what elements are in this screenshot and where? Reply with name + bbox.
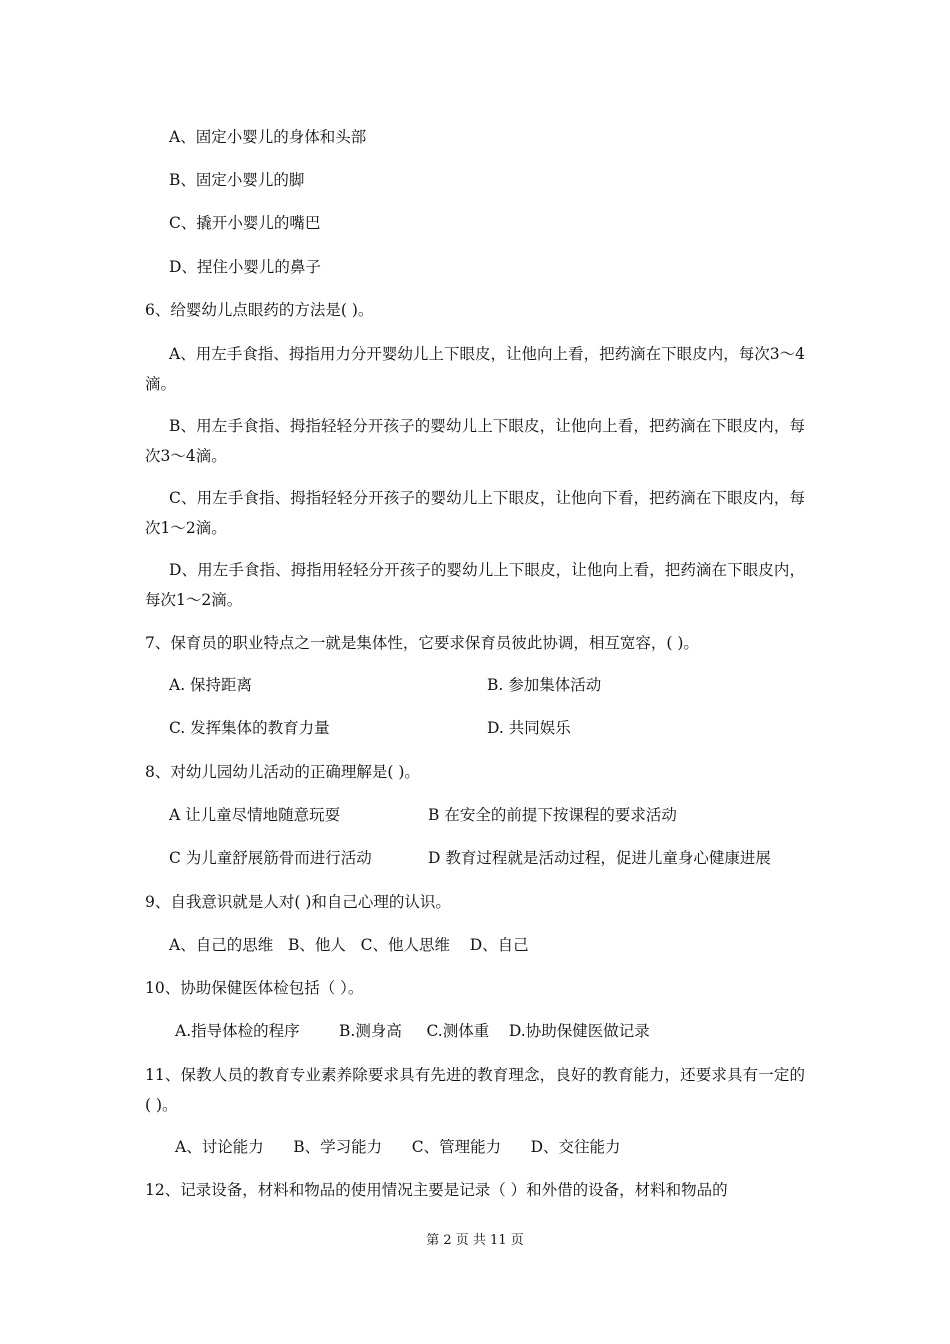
q6-option-c: C、用左手食指、拇指轻轻分开孩子的婴幼儿上下眼皮，让他向下看，把药滴在下眼皮内，每次1～2滴。 — [145, 489, 805, 537]
q5-option-a: A、固定小婴儿的身体和头部 — [169, 128, 367, 146]
q8-stem: 8、对幼儿园幼儿活动的正确理解是( )。 — [145, 763, 420, 781]
q11-options: A、讨论能力 B、学习能力 C、管理能力 D、交往能力 — [175, 1138, 621, 1156]
q7-option-d: D. 共同娱乐 — [487, 719, 571, 737]
q5-option-d: D、捏住小婴儿的鼻子 — [169, 258, 321, 276]
q10-stem: 10、协助保健医体检包括（ ）。 — [145, 979, 364, 997]
q6-stem: 6、给婴幼儿点眼药的方法是( )。 — [145, 301, 374, 319]
q5-option-b: B、固定小婴儿的脚 — [169, 171, 305, 189]
q7-option-b: B. 参加集体活动 — [487, 676, 602, 694]
q8-option-b: B 在安全的前提下按课程的要求活动 — [428, 806, 677, 824]
q9-stem: 9、自我意识就是人对( )和自己心理的认识。 — [145, 893, 451, 911]
q7-stem: 7、保育员的职业特点之一就是集体性，它要求保育员彼此协调，相互宽容，( )。 — [145, 634, 699, 652]
page-number-footer: 第 2 页 共 11 页 — [426, 1233, 524, 1248]
q7-option-c: C. 发挥集体的教育力量 — [169, 719, 330, 737]
q6-option-a: A、用左手食指、拇指用力分开婴幼儿上下眼皮，让他向上看，把药滴在下眼皮内，每次3～4滴。 — [145, 345, 805, 393]
q6-option-d: D、用左手食指、拇指用轻轻分开孩子的婴幼儿上下眼皮，让他向上看，把药滴在下眼皮内，每次1～2滴。 — [145, 561, 805, 609]
q5-option-c: C、撬开小婴儿的嘴巴 — [169, 214, 321, 232]
q10-options: A.指导体检的程序 B.测身高 C.测体重 D.协助保健医做记录 — [175, 1022, 650, 1040]
q9-options: A、自己的思维 B、他人 C、他人思维 D、自己 — [169, 936, 529, 954]
q7-option-a: A. 保持距离 — [169, 676, 253, 694]
q8-option-a: A 让儿童尽情地随意玩耍 — [169, 806, 341, 824]
q8-option-c: C 为儿童舒展筋骨而进行活动 — [169, 849, 372, 867]
q6-option-b: B、用左手食指、拇指轻轻分开孩子的婴幼儿上下眼皮，让他向上看，把药滴在下眼皮内，每次3～4滴。 — [145, 417, 805, 465]
q11-stem: 11、保教人员的教育专业素养除要求具有先进的教育理念，良好的教育能力，还要求具有一定的( )。 — [145, 1066, 805, 1114]
q8-option-d: D 教育过程就是活动过程，促进儿童身心健康进展 — [428, 849, 771, 867]
q12-stem: 12、记录设备，材料和物品的使用情况主要是记录（ ）和外借的设备，材料和物品的 — [145, 1181, 728, 1199]
